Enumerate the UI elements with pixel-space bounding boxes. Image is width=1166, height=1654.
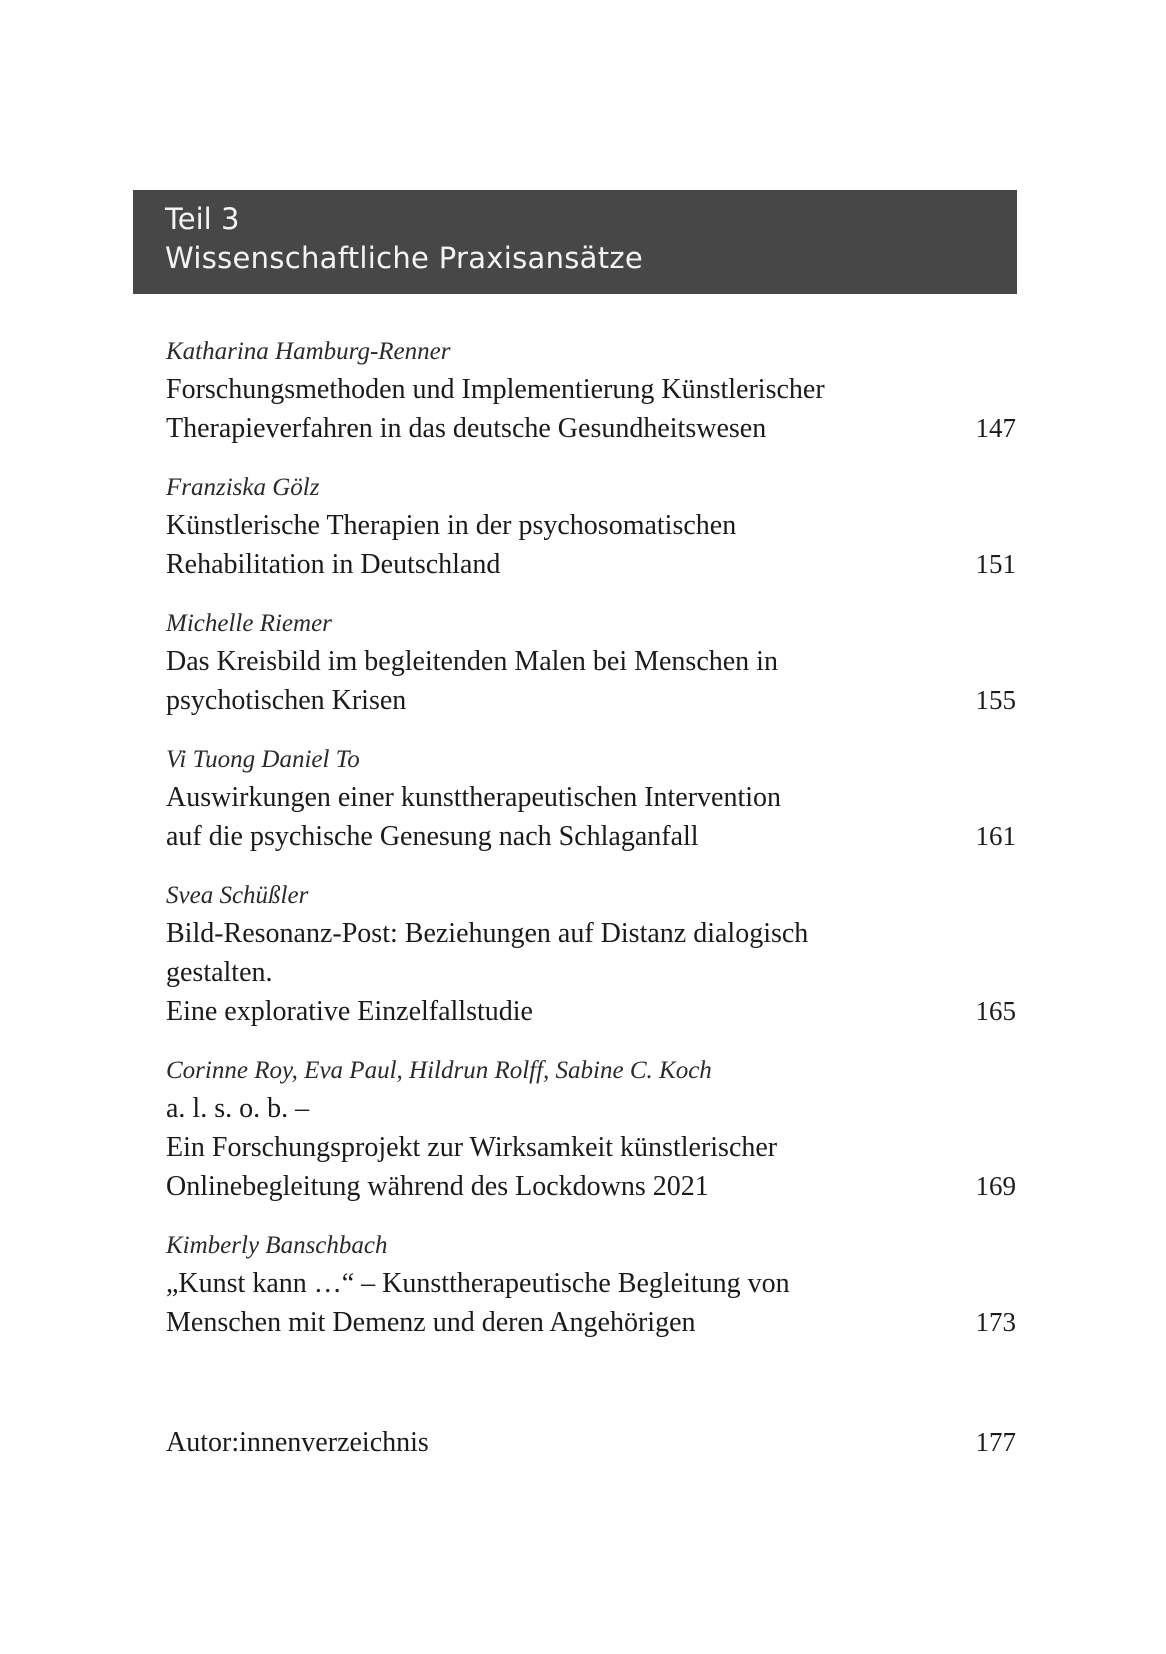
appendix-title: Autor:innenverzeichnis	[166, 1427, 429, 1458]
toc-entry-appendix[interactable]	[166, 1423, 1016, 1462]
entry-title-line: Onlinebegleitung während des Lockdowns 2021	[166, 1171, 709, 1202]
toc-entry[interactable]	[166, 1053, 1016, 1206]
entry-page-number: 147	[975, 413, 1016, 443]
toc-entry[interactable]	[166, 606, 1016, 720]
entry-page-number: 173	[975, 1307, 1016, 1337]
entry-page-number: 161	[975, 821, 1016, 851]
entry-page-number: 151	[975, 549, 1016, 579]
entry-title-line: Bild-Resonanz-Post: Beziehungen auf Distanz dialogisch	[166, 918, 809, 949]
entry-title-line: Das Kreisbild im begleitenden Malen bei Menschen in	[166, 646, 778, 677]
part-number: Teil 3	[165, 202, 240, 236]
entry-title-line: gestalten.	[166, 957, 273, 988]
entry-page-number: 169	[975, 1171, 1016, 1201]
entry-title-line: Forschungsmethoden und Implementierung Künstlerischer	[166, 374, 825, 405]
entry-author: Corinne Roy, Eva Paul, Hildrun Rolff, Sabine C. Koch	[166, 1057, 712, 1084]
entry-author: Katharina Hamburg-Renner	[166, 338, 451, 365]
entry-title-line: Menschen mit Demenz und deren Angehörigen	[166, 1307, 696, 1338]
entry-title-line: „Kunst kann …“ – Kunsttherapeutische Begleitung von	[166, 1268, 790, 1299]
table-of-contents	[166, 334, 1016, 1364]
entry-page-number: 155	[975, 685, 1016, 715]
entry-author: Vi Tuong Daniel To	[166, 746, 360, 773]
toc-entry[interactable]	[166, 470, 1016, 584]
appendix-page-number: 177	[975, 1427, 1016, 1457]
entry-page-number: 165	[975, 996, 1016, 1026]
entry-author: Michelle Riemer	[166, 610, 332, 637]
part-header	[133, 190, 1017, 294]
entry-title-line: Auswirkungen einer kunsttherapeutischen Intervention	[166, 782, 782, 813]
entry-title-line: a. l. s. o. b. –	[166, 1093, 310, 1124]
part-title: Wissenschaftliche Praxisansätze	[165, 241, 644, 275]
entry-title-line: Rehabilitation in Deutschland	[166, 549, 501, 580]
entry-title-line: Eine explorative Einzelfallstudie	[166, 996, 533, 1027]
entry-title-line: Therapieverfahren in das deutsche Gesundheitswesen	[166, 413, 767, 444]
toc-entry[interactable]	[166, 878, 1016, 1031]
entry-title-line: Ein Forschungsprojekt zur Wirksamkeit künstlerischer	[166, 1132, 778, 1163]
toc-entry[interactable]	[166, 742, 1016, 856]
entry-author: Kimberly Banschbach	[166, 1232, 388, 1259]
entry-title-line: Künstlerische Therapien in der psychosomatischen	[166, 510, 737, 541]
entry-author: Svea Schüßler	[166, 882, 309, 909]
toc-entry[interactable]	[166, 1228, 1016, 1342]
toc-entry[interactable]	[166, 334, 1016, 448]
entry-author: Franziska Gölz	[166, 474, 320, 501]
entry-title-line: auf die psychische Genesung nach Schlaganfall	[166, 821, 699, 852]
entry-title-line: psychotischen Krisen	[166, 685, 407, 716]
